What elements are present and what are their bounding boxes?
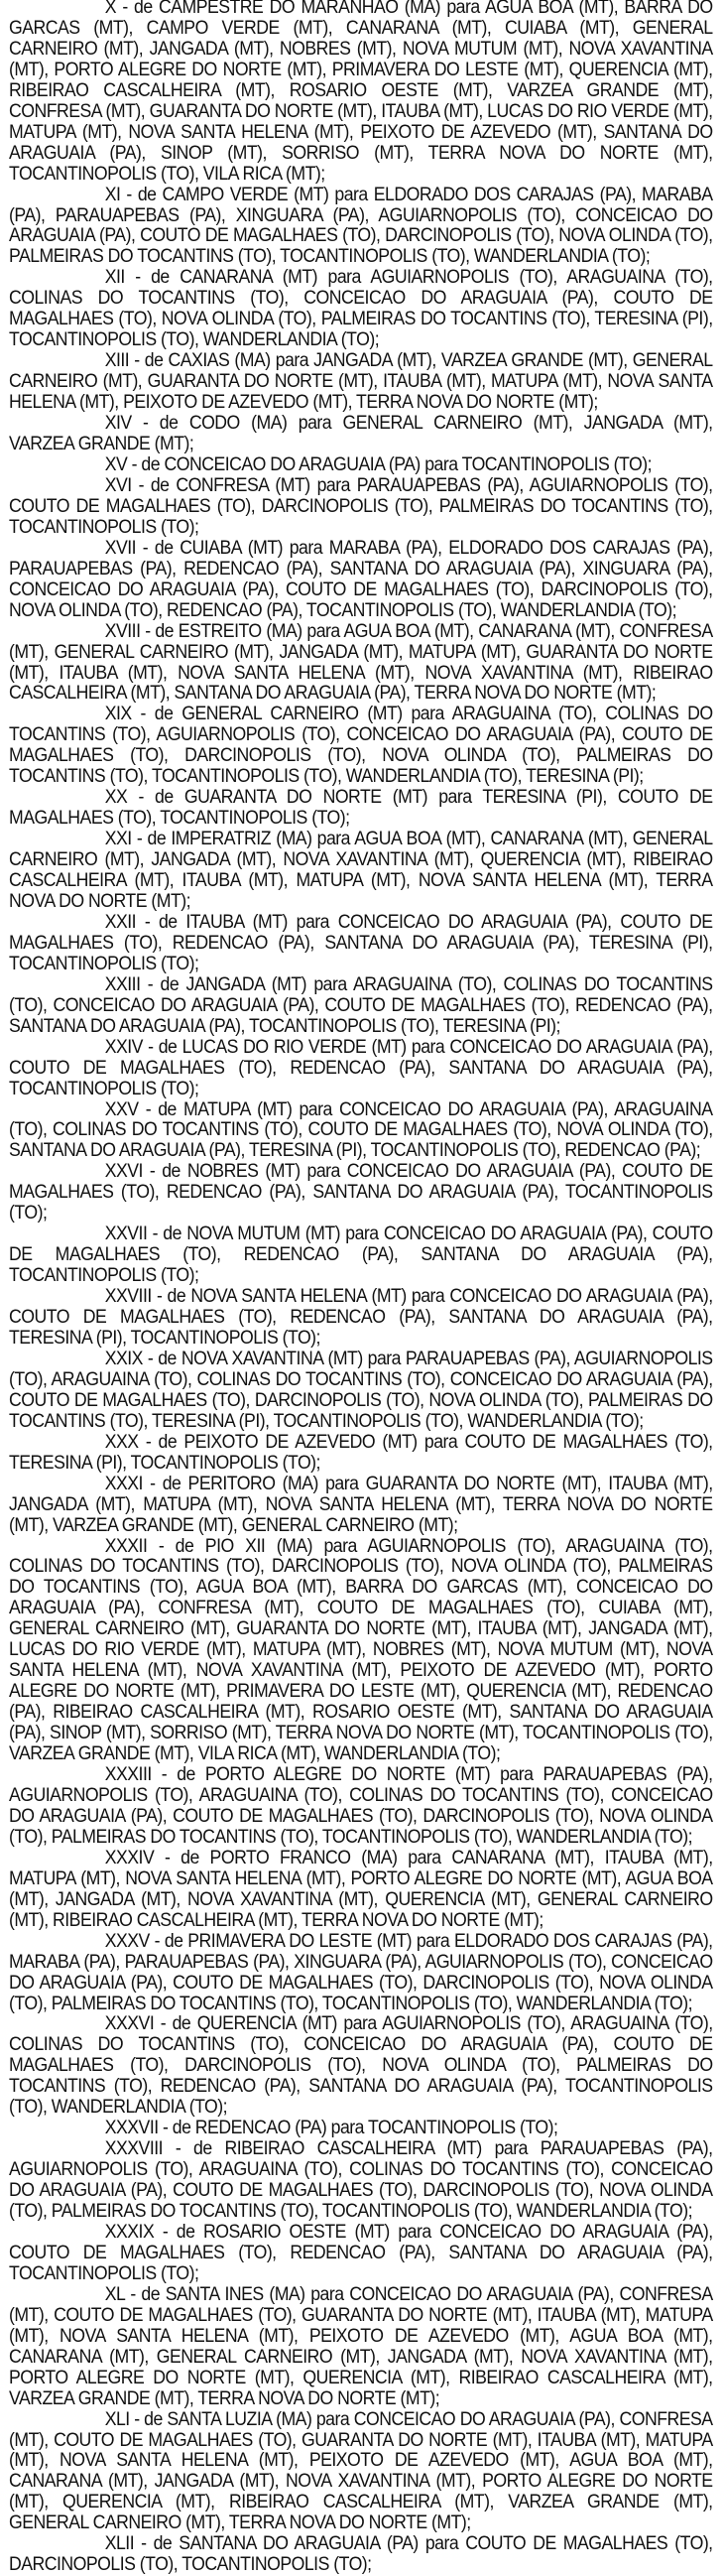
list-item-xxii: XXII - de ITAUBA (MT) para CONCEICAO DO ARAGUAIA (PA), COUTO DE MAGALHAES (TO), REDENCAO (PA), SANTANA DO ARAGUAIA (PA), TERESINA (PI), TOCANTINOPOLIS (TO); [9,911,713,974]
list-item-xxiv: XXIV - de LUCAS DO RIO VERDE (MT) para CONCEICAO DO ARAGUAIA (PA), COUTO DE MAGALHAES (TO), REDENCAO (PA), SANTANA DO ARAGUAIA (PA), TOCANTINOPOLIS (TO); [9,1036,713,1099]
list-item-xl: XL - de SANTA INES (MA) para CONCEICAO DO ARAGUAIA (PA), CONFRESA (MT), COUTO DE MAGALHAES (TO), GUARANTA DO NORTE (MT), ITAUBA (MT), MATUPA (MT), NOVA SANTA HELENA (MT), PEIXOTO DE AZEVEDO (MT), AGUA BOA (MT), CANARANA (MT), GENERAL CARNEIRO (MT), JANGADA (MT), NOVA XAVANTINA (MT), PORTO ALEGRE DO NORTE (MT), QUERENCIA (MT), RIBEIRAO CASCALHEIRA (MT), VARZEA GRANDE (MT), TERRA NOVA DO NORTE (MT); [9,2283,713,2409]
list-item-xxvii: XXVII - de NOVA MUTUM (MT) para CONCEICAO DO ARAGUAIA (PA), COUTO DE MAGALHAES (TO), REDENCAO (PA), SANTANA DO ARAGUAIA (PA), TOCANTINOPOLIS (TO); [9,1224,713,1287]
list-item-xvii: XVII - de CUIABA (MT) para MARABA (PA), ELDORADO DOS CARAJAS (PA), PARAUAPEBAS (PA), REDENCAO (PA), SANTANA DO ARAGUAIA (PA), XINGUARA (PA), CONCEICAO DO ARAGUAIA (PA), COUTO DE MAGALHAES (TO), DARCINOPOLIS (TO), NOVA OLINDA (TO), REDENCAO (PA), TOCANTINOPOLIS (TO), WANDERLANDIA (TO); [9,537,713,621]
list-item-xxxvi: XXXVI - de QUERENCIA (MT) para AGUIARNOPOLIS (TO), ARAGUAINA (TO), COLINAS DO TOCANTINS (TO), CONCEICAO DO ARAGUAIA (PA), COUTO DE MAGALHAES (TO), DARCINOPOLIS (TO), NOVA OLINDA (TO), PALMEIRAS DO TOCANTINS (TO), REDENCAO (PA), SANTANA DO ARAGUAIA (PA), TOCANTINOPOLIS (TO), WANDERLANDIA (TO); [9,2013,713,2119]
list-item-xxxv: XXXV - de PRIMAVERA DO LESTE (MT) para ELDORADO DOS CARAJAS (PA), MARABA (PA), PARAUAPEBAS (PA), XINGUARA (PA), AGUIARNOPOLIS (TO), CONCEICAO DO ARAGUAIA (PA), COUTO DE MAGALHAES (TO), DARCINOPOLIS (TO), NOVA OLINDA (TO), PALMEIRAS DO TOCANTINS (TO), TOCANTINOPOLIS (TO), WANDERLANDIA (TO); [9,1930,713,2014]
list-item-xxxi: XXXI - de PERITORO (MA) para GUARANTA DO NORTE (MT), ITAUBA (MT), JANGADA (MT), MATUPA (MT), NOVA SANTA HELENA (MT), TERRA NOVA DO NORTE (MT), VARZEA GRANDE (MT), GENERAL CARNEIRO (MT); [9,1473,713,1536]
list-item-xxx: XXX - de PEIXOTO DE AZEVEDO (MT) para COUTO DE MAGALHAES (TO), TERESINA (PI), TOCANTINOPOLIS (TO); [9,1431,713,1474]
list-item-xxv: XXV - de MATUPA (MT) para CONCEICAO DO ARAGUAIA (PA), ARAGUAINA (TO), COLINAS DO TOCANTINS (TO), COUTO DE MAGALHAES (TO), NOVA OLINDA (TO), SANTANA DO ARAGUAIA (PA), TERESINA (PI), TOCANTINOPOLIS (TO), REDENCAO (PA); [9,1098,713,1162]
list-item-xii: XII - de CANARANA (MT) para AGUIARNOPOLIS (TO), ARAGUAINA (TO), COLINAS DO TOCANTINS (TO), CONCEICAO DO ARAGUAIA (PA), COUTO DE MAGALHAES (TO), NOVA OLINDA (TO), PALMEIRAS DO TOCANTINS (TO), TERESINA (PI), TOCANTINOPOLIS (TO), WANDERLANDIA (TO); [9,267,713,351]
list-item-xx: XX - de GUARANTA DO NORTE (MT) para TERESINA (PI), COUTO DE MAGALHAES (TO), TOCANTINOPOLIS (TO); [9,787,713,830]
list-item-xxxvii: XXXVII - de REDENCAO (PA) para TOCANTINOPOLIS (TO); [104,2118,558,2139]
list-item-xvi: XVI - de CONFRESA (MT) para PARAUAPEBAS (PA), AGUIARNOPOLIS (TO), COUTO DE MAGALHAES (TO), DARCINOPOLIS (TO), PALMEIRAS DO TOCANTINS (TO), TOCANTINOPOLIS (TO); [9,474,713,538]
list-item-xviii: XVIII - de ESTREITO (MA) para AGUA BOA (MT), CANARANA (MT), CONFRESA (MT), GENERAL CARNEIRO (MT), JANGADA (MT), MATUPA (MT), GUARANTA DO NORTE (MT), ITAUBA (MT), NOVA SANTA HELENA (MT), NOVA XAVANTINA (MT), RIBEIRAO CASCALHEIRA (MT), SANTANA DO ARAGUAIA (PA), TERRA NOVA DO NORTE (MT); [9,620,713,705]
list-item-xxxix: XXXIX - de ROSARIO OESTE (MT) para CONCEICAO DO ARAGUAIA (PA), COUTO DE MAGALHAES (TO), REDENCAO (PA), SANTANA DO ARAGUAIA (PA), TOCANTINOPOLIS (TO); [9,2221,713,2284]
list-item-xiii: XIII - de CAXIAS (MA) para JANGADA (MT), VARZEA GRANDE (MT), GENERAL CARNEIRO (MT), GUARANTA DO NORTE (MT), ITAUBA (MT), MATUPA (MT), NOVA SANTA HELENA (MT), PEIXOTO DE AZEVEDO (MT), TERRA NOVA DO NORTE (MT); [9,350,713,414]
list-item-x: X - de CAMPESTRE DO MARANHAO (MA) para AGUA BOA (MT), BARRA DO GARCAS (MT), CAMPO VERDE (MT), CANARANA (MT), CUIABA (MT), GENERAL CARNEIRO (MT), JANGADA (MT), NOBRES (MT), NOVA MUTUM (MT), NOVA XAVANTINA (MT), PORTO ALEGRE DO NORTE (MT), PRIMAVERA DO LESTE (MT), QUERENCIA (MT), RIBEIRAO CASCALHEIRA (MT), ROSARIO OESTE (MT), VARZEA GRANDE (MT), CONFRESA (MT), GUARANTA DO NORTE (MT), ITAUBA (MT), LUCAS DO RIO VERDE (MT), MATUPA (MT), NOVA SANTA HELENA (MT), PEIXOTO DE AZEVEDO (MT), SANTANA DO ARAGUAIA (PA), SINOP (MT), SORRISO (MT), TERRA NOVA DO NORTE (MT), TOCANTINOPOLIS (TO), VILA RICA (MT); [9,0,713,185]
list-item-xxvi: XXVI - de NOBRES (MT) para CONCEICAO DO ARAGUAIA (PA), COUTO DE MAGALHAES (TO), REDENCAO (PA), SANTANA DO ARAGUAIA (PA), TOCANTINOPOLIS (TO); [9,1161,713,1224]
list-item-xiv: XIV - de CODO (MA) para GENERAL CARNEIRO (MT), JANGADA (MT), VARZEA GRANDE (MT); [9,413,713,455]
list-item-xv: XV - de CONCEICAO DO ARAGUAIA (PA) para TOCANTINOPOLIS (TO); [104,453,652,475]
list-item-xli: XLI - de SANTA LUZIA (MA) para CONCEICAO DO ARAGUAIA (PA), CONFRESA (MT), COUTO DE MAGALHAES (TO), GUARANTA DO NORTE (MT), ITAUBA (MT), MATUPA (MT), NOVA SANTA HELENA (MT), PEIXOTO DE AZEVEDO (MT), AGUA BOA (MT), CANARANA (MT), JANGADA (MT), NOVA XAVANTINA (MT), PORTO ALEGRE DO NORTE (MT), QUERENCIA (MT), RIBEIRAO CASCALHEIRA (MT), VARZEA GRANDE (MT), GENERAL CARNEIRO (MT), TERRA NOVA DO NORTE (MT); [9,2408,713,2534]
list-item-xxxiv: XXXIV - de PORTO FRANCO (MA) para CANARANA (MT), ITAUBA (MT), MATUPA (MT), NOVA SANTA HELENA (MT), PORTO ALEGRE DO NORTE (MT), AGUA BOA (MT), JANGADA (MT), NOVA XAVANTINA (MT), QUERENCIA (MT), GENERAL CARNEIRO (MT), RIBEIRAO CASCALHEIRA (MT), TERRA NOVA DO NORTE (MT); [9,1847,713,1931]
list-item-xxxviii: XXXVIII - de RIBEIRAO CASCALHEIRA (MT) para PARAUAPEBAS (PA), AGUIARNOPOLIS (TO), ARAGUAINA (TO), COLINAS DO TOCANTINS (TO), CONCEICAO DO ARAGUAIA (PA), COUTO DE MAGALHAES (TO), DARCINOPOLIS (TO), NOVA OLINDA (TO), PALMEIRAS DO TOCANTINS (TO), TOCANTINOPOLIS (TO), WANDERLANDIA (TO); [9,2138,713,2223]
document-body [9,0,713,2576]
list-item-xix: XIX - de GENERAL CARNEIRO (MT) para ARAGUAINA (TO), COLINAS DO TOCANTINS (TO), AGUIARNOPOLIS (TO), CONCEICAO DO ARAGUAIA (PA), COUTO DE MAGALHAES (TO), DARCINOPOLIS (TO), NOVA OLINDA (TO), PALMEIRAS DO TOCANTINS (TO), TOCANTINOPOLIS (TO), WANDERLANDIA (TO), TERESINA (PI); [9,704,713,788]
list-item-xxiii: XXIII - de JANGADA (MT) para ARAGUAINA (TO), COLINAS DO TOCANTINS (TO), CONCEICAO DO ARAGUAIA (PA), COUTO DE MAGALHAES (TO), REDENCAO (PA), SANTANA DO ARAGUAIA (PA), TOCANTINOPOLIS (TO), TERESINA (PI); [9,973,713,1037]
list-item-xxviii: XXVIII - de NOVA SANTA HELENA (MT) para CONCEICAO DO ARAGUAIA (PA), COUTO DE MAGALHAES (TO), REDENCAO (PA), SANTANA DO ARAGUAIA (PA), TERESINA (PI), TOCANTINOPOLIS (TO); [9,1286,713,1349]
list-item-xxxiii: XXXIII - de PORTO ALEGRE DO NORTE (MT) para PARAUAPEBAS (PA), AGUIARNOPOLIS (TO), ARAGUAINA (TO), COLINAS DO TOCANTINS (TO), CONCEICAO DO ARAGUAIA (PA), COUTO DE MAGALHAES (TO), DARCINOPOLIS (TO), NOVA OLINDA (TO), PALMEIRAS DO TOCANTINS (TO), TOCANTINOPOLIS (TO), WANDERLANDIA (TO); [9,1764,713,1848]
list-item-xi: XI - de CAMPO VERDE (MT) para ELDORADO DOS CARAJAS (PA), MARABA (PA), PARAUAPEBAS (PA), XINGUARA (PA), AGUIARNOPOLIS (TO), CONCEICAO DO ARAGUAIA (PA), COUTO DE MAGALHAES (TO), DARCINOPOLIS (TO), NOVA OLINDA (TO), PALMEIRAS DO TOCANTINS (TO), TOCANTINOPOLIS (TO), WANDERLANDIA (TO); [9,184,713,268]
list-item-xxi: XXI - de IMPERATRIZ (MA) para AGUA BOA (MT), CANARANA (MT), GENERAL CARNEIRO (MT), JANGADA (MT), NOVA XAVANTINA (MT), QUERENCIA (MT), RIBEIRAO CASCALHEIRA (MT), ITAUBA (MT), MATUPA (MT), NOVA SANTA HELENA (MT), TERRA NOVA DO NORTE (MT); [9,829,713,912]
list-item-xxix: XXIX - de NOVA XAVANTINA (MT) para PARAUAPEBAS (PA), AGUIARNOPOLIS (TO), ARAGUAINA (TO), COLINAS DO TOCANTINS (TO), CONCEICAO DO ARAGUAIA (PA), COUTO DE MAGALHAES (TO), DARCINOPOLIS (TO), NOVA OLINDA (TO), PALMEIRAS DO TOCANTINS (TO), TERESINA (PI), TOCANTINOPOLIS (TO), WANDERLANDIA (TO); [9,1348,713,1432]
list-item-xlii: XLII - de SANTANA DO ARAGUAIA (PA) para COUTO DE MAGALHAES (TO), DARCINOPOLIS (TO), TOCANTINOPOLIS (TO); [9,2533,713,2576]
list-item-xxxii: XXXII - de PIO XII (MA) para AGUIARNOPOLIS (TO), ARAGUAINA (TO), COLINAS DO TOCANTINS (TO), DARCINOPOLIS (TO), NOVA OLINDA (TO), PALMEIRAS DO TOCANTINS (TO), AGUA BOA (MT), BARRA DO GARCAS (MT), CONCEICAO DO ARAGUAIA (PA), CONFRESA (MT), COUTO DE MAGALHAES (TO), CUIABA (MT), GENERAL CARNEIRO (MT), GUARANTA DO NORTE (MT), ITAUBA (MT), JANGADA (MT), LUCAS DO RIO VERDE (MT), MATUPA (MT), NOBRES (MT), NOVA MUTUM (MT), NOVA SANTA HELENA (MT), NOVA XAVANTINA (MT), PEIXOTO DE AZEVEDO (MT), PORTO ALEGRE DO NORTE (MT), PRIMAVERA DO LESTE (MT), QUERENCIA (MT), REDENCAO (PA), RIBEIRAO CASCALHEIRA (MT), ROSARIO OESTE (MT), SANTANA DO ARAGUAIA (PA), SINOP (MT), SORRISO (MT), TERRA NOVA DO NORTE (MT), TOCANTINOPOLIS (TO), VARZEA GRANDE (MT), VILA RICA (MT), WANDERLANDIA (TO); [9,1535,713,1765]
